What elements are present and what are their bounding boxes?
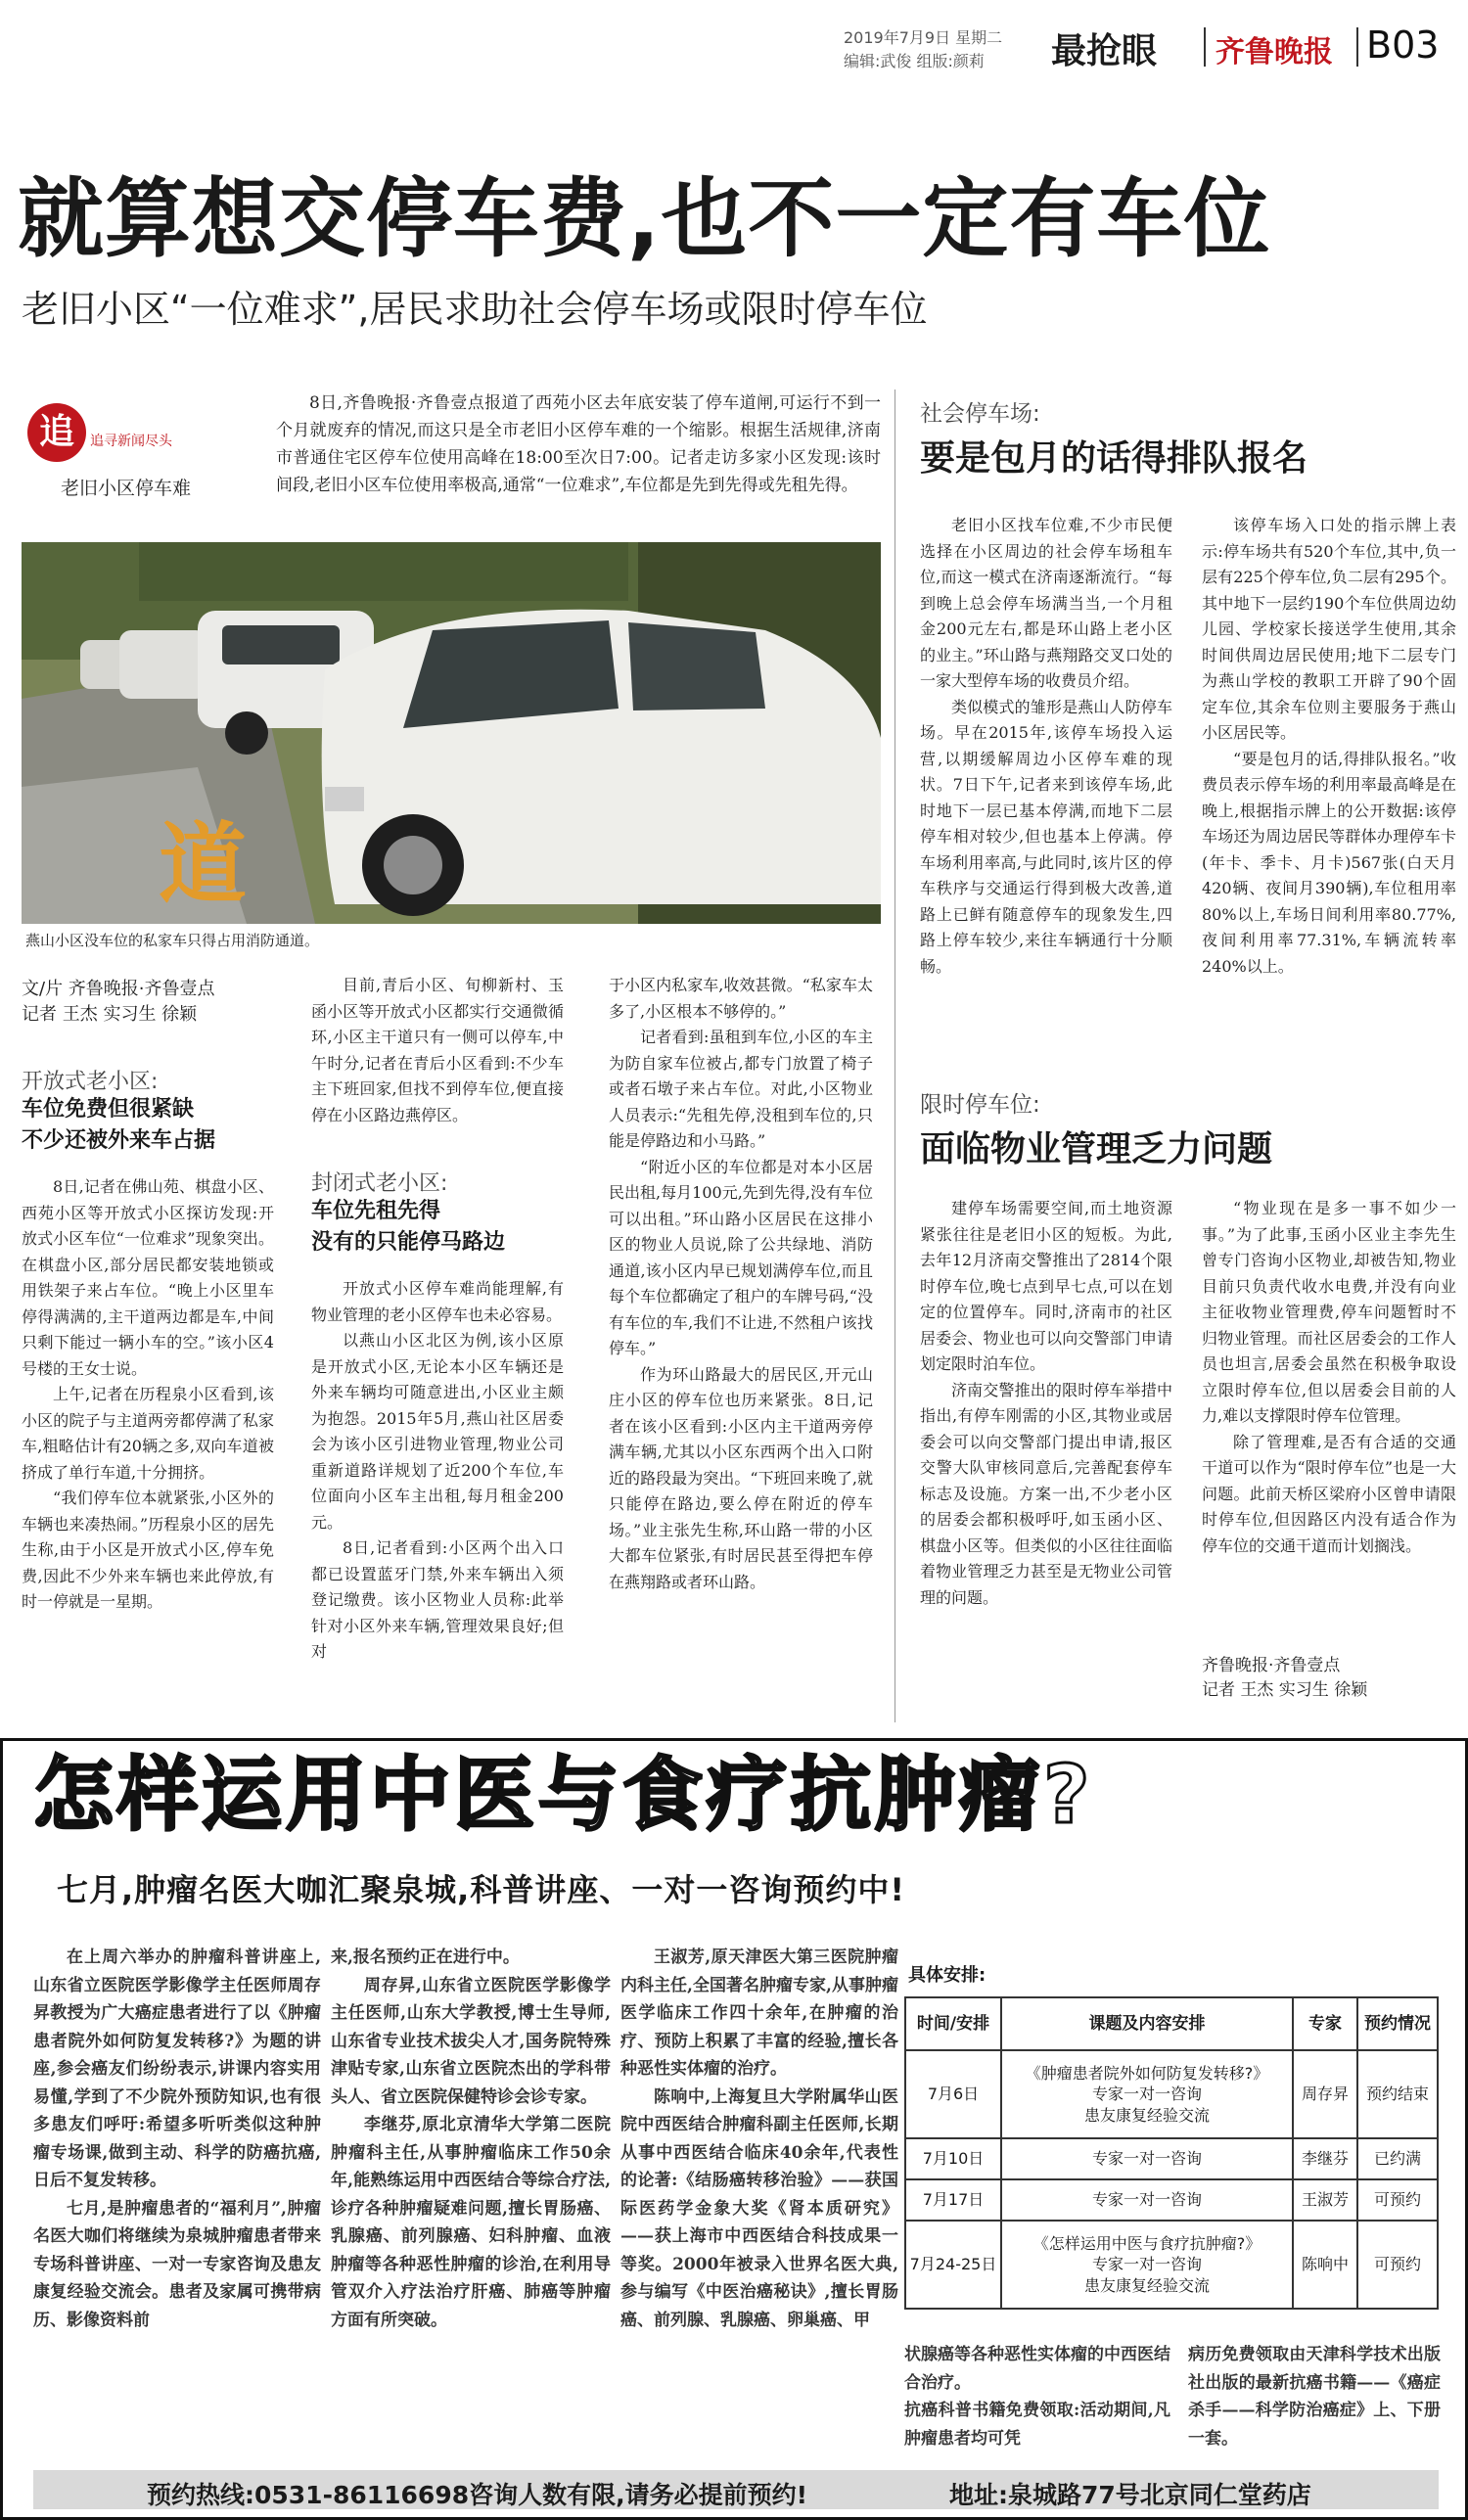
paragraph: 该停车场入口处的指示牌上表示:停车场共有520个车位,其中,负一层有225个停车位,负二层有295个。其中地下一层约190个车位供周边幼儿园、学校家长接送学生使用,其余时间供周边居民使用;地下二层专门为燕山学校的教职工开辟了90个固定车位,其余车位则主要服务于燕山小区居民等。 xyxy=(1202,516,1456,742)
schedule-date: 7月17日 xyxy=(905,2179,1001,2221)
schedule-table xyxy=(904,1996,1439,2310)
paragraph: 王淑芳,原天津医大第三医院肿瘤内科主任,全国著名肿瘤专家,从事肿瘤医学临床工作四十余年,在肿瘤的治疗、预防上积累了丰富的经验,擅长各种恶性实体瘤的治疗。 xyxy=(620,1947,898,2079)
ad-subhead: 七月,肿瘤名医大咖汇聚泉城,科普讲座、一对一咨询预约中! xyxy=(57,1871,905,1908)
series-logo-tagline: 追寻新闻尽头 xyxy=(90,434,172,449)
ad-column xyxy=(620,1944,898,2394)
schedule-expert: 李继芬 xyxy=(1293,2138,1357,2179)
paragraph: 病历免费领取由天津科学技术出版社出版的最新抗癌书籍——《癌症杀手——科学防治癌症》上、下册一套。 xyxy=(1188,2345,1441,2449)
article-byline-end: 齐鲁晚报·齐鲁壹点 记者 王杰 实习生 徐颖 xyxy=(1202,1656,1368,1700)
section-head-open: 车位免费但很紧缺 不少还被外来车占据 xyxy=(22,1097,216,1153)
schedule-title: 具体安排: xyxy=(908,1965,986,1986)
paragraph: 类似模式的雏形是燕山人防停车场。早在2015年,该停车场投入运营,以期缓解周边小区停车难的现状。7日下午,记者来到该停车场,此时地下一层已基本停满,而地下二层停车相对较少,但也基本上停满。停车场利用率高,与此同时,该片区的停车秩序与交通运行得到极大改善,道路上已鲜有随意停车的现象发生,四路上停车较少,来往车辆通行十分顺畅。 xyxy=(920,697,1172,976)
section-head-social: 要是包月的话得排队报名 xyxy=(920,438,1308,479)
schedule-row xyxy=(905,2050,1438,2138)
schedule-date: 7月6日 xyxy=(905,2050,1001,2138)
section-kicker-open: 开放式老小区: xyxy=(22,1070,159,1094)
schedule-header-cell: 时间/安排 xyxy=(905,1997,1001,2050)
masthead-divider xyxy=(1356,27,1358,67)
ad-column xyxy=(33,1944,321,2394)
article-column xyxy=(22,1174,274,1722)
schedule-content: 专家一对一咨询 xyxy=(1001,2138,1293,2179)
section-head-timed: 面临物业管理乏力问题 xyxy=(920,1129,1273,1169)
schedule-header-cell: 专家 xyxy=(1293,1997,1357,2050)
paragraph: 济南交警推出的限时停车举措中指出,有停车刚需的小区,其物业或居委会可以向交警部门提出申请,报区交警大队审核同意后,完善配套停车标志及设施。方案一出,不少老小区的居委会都积极呼吁,如玉函小区、棋盘小区等。但类似的小区往往面临着物业管理乏力甚至是无物业公司管理的问题。 xyxy=(920,1380,1172,1607)
schedule-content: 《肿瘤患者院外如何防复发转移?》 专家一对一咨询 患友康复经验交流 xyxy=(1001,2050,1293,2138)
ad-headline: 怎样运用中医与食疗抗肿瘤? xyxy=(33,1749,1094,1842)
schedule-content: 专家一对一咨询 xyxy=(1001,2179,1293,2221)
editor-credits: 编辑:武俊 组版:颜莉 xyxy=(844,52,985,70)
article-photo xyxy=(22,542,881,924)
article-byline: 文/片 齐鲁晚报·齐鲁壹点 记者 王杰 实习生 徐颖 xyxy=(22,979,215,1026)
paragraph: 除了管理难,是否有合适的交通干道可以作为“限时停车位”也是一大问题。此前天桥区梁府小区曾申请限时停车位,但因路区内没有适合作为停车位的交通干道而计划搁浅。 xyxy=(1202,1432,1456,1555)
paragraph: 上午,记者在历程泉小区看到,该小区的院子与主道两旁都停满了私家车,粗略估计有20辆之多,双向车道被挤成了单行车道,十分拥挤。 xyxy=(22,1385,274,1482)
schedule-header-cell: 课题及内容安排 xyxy=(1001,1997,1293,2050)
paragraph: 8日,记者看到:小区两个出入口都已设置蓝牙门禁,外来车辆出入须登记缴费。该小区物业人员称:此举针对小区外来车辆,管理效果良好;但对 xyxy=(311,1538,564,1661)
schedule-date: 7月10日 xyxy=(905,2138,1001,2179)
schedule-status: 可预约 xyxy=(1357,2179,1438,2221)
article-column xyxy=(311,973,564,1165)
paragraph: 在上周六举办的肿瘤科普讲座上,山东省立医院医学影像学主任医师周存昇教授为广大癌症患者进行了以《肿瘤患者院外如何防复发转移?》为题的讲座,参会癌友们纷纷表示,讲课内容实用易懂,学到了不少院外预防知识,也有很多患友们呼吁:希望多听听类似这种肿瘤专场课,做到主动、科学的防癌抗癌,日后不复发转移。 xyxy=(33,1947,321,2190)
paper-logo: 齐鲁晚报 xyxy=(1216,35,1333,69)
schedule-expert: 王淑芳 xyxy=(1293,2179,1357,2221)
schedule-content: 《怎样运用中医与食疗抗肿瘤?》 专家一对一咨询 患友康复经验交流 xyxy=(1001,2221,1293,2309)
paragraph: 记者看到:虽租到车位,小区的车主为防自家车位被占,都专门放置了椅子或者石墩子来占车位。对此,小区物业人员表示:“先租先停,没租到车位的,只能是停路边和小马路。” xyxy=(609,1028,873,1150)
paragraph: 目前,青后小区、旬柳新村、玉函小区等开放式小区都实行交通微循环,小区主干道只有一侧可以停车,中午时分,记者在青后小区看到:不少车主下班回家,但找不到停车位,便直接停在小区路边燕停区。 xyxy=(311,976,564,1124)
issue-date: 2019年7月9日 星期二 xyxy=(844,28,1003,47)
paragraph: 陈响中,上海复旦大学附属华山医院中西医结合肿瘤科副主任医师,长期从事中西医结合临床40余年,代表性的论著:《结肠癌转移治验》——获国际医药学金象大奖《肾本质研究》——获上海市中西医结合科技成果一等奖。2000年被录入世界名医大典,参与编写《中医治癌秘诀》,擅长胃肠癌、前列腺、乳腺癌、卵巢癌、甲 xyxy=(620,2086,898,2330)
paragraph: 七月,是肿瘤患者的“福利月”,肿瘤名医大咖们将继续为泉城肿瘤患者带来专场科普讲座、一对一专家咨询及患友康复经验交流会。患者及家属可携带病历、影像资料前 xyxy=(33,2198,321,2330)
section-head-closed: 车位先租先得 没有的只能停马路边 xyxy=(311,1199,506,1255)
schedule-row xyxy=(905,2138,1438,2179)
ad-address: 地址:泉城路77号北京同仁堂药店 xyxy=(949,2481,1311,2509)
ad-hotline: 预约热线:0531-86116698咨询人数有限,请务必提前预约! xyxy=(147,2481,808,2509)
schedule-status: 已约满 xyxy=(1357,2138,1438,2179)
road-marking: 道 xyxy=(159,813,247,916)
series-logo: 追 xyxy=(27,403,86,462)
schedule-header-row xyxy=(905,1997,1438,2050)
article-column xyxy=(920,1196,1172,1722)
paragraph: “物业现在是多一事不如少一事。”为了此事,玉函小区业主李先生曾专门咨询小区物业,却被告知,物业目前只负责代收水电费,并没有向业主征收物业管理费,停车问题暂时不归物业管理。而社区居委会的工作人员也坦言,居委会虽然在积极争取设立限时停车位,但以居委会目前的人力,难以支撑限时停车位管理。 xyxy=(1202,1199,1456,1425)
article-lede: 8日,齐鲁晚报·齐鲁壹点报道了西苑小区去年底安装了停车道闸,可运行不到一个月就废弃的情况,而这只是全市老旧小区停车难的一个缩影。根据生活规律,济南市普通住宅区停车位使用高峰在18:00至次日7:00。记者走访多家小区发现:该时间段,老旧小区车位使用率极高,通常“一位难求”,车位都是先到先得或先租先得。 xyxy=(276,393,881,495)
paragraph: 开放式小区停车难尚能理解,有物业管理的老小区停车也未必容易。 xyxy=(311,1279,564,1324)
paragraph: 作为环山路最大的居民区,开元山庄小区的停车位也历来紧张。8日,记者在该小区看到:小区内主干道两旁停满车辆,尤其以小区东西两个出入口附近的路段最为突出。“下班回来晚了,就只能停在路边,要么停在附近的停车场。”业主张先生称,环山路一带的小区大都车位紧张,有时居民甚至得把车停在燕翔路或者环山路。 xyxy=(609,1364,873,1591)
article-subhead: 老旧小区“一位难求”,居民求助社会停车场或限时停车位 xyxy=(22,288,928,331)
section-kicker-social: 社会停车场: xyxy=(920,401,1040,427)
section-kicker-closed: 封闭式老小区: xyxy=(311,1171,448,1196)
article-column xyxy=(609,973,873,1722)
paragraph: 建停车场需要空间,而土地资源紧张往往是老旧小区的短板。为此,去年12月济南交警推出了2814个限时停车位,晚七点到早七点,可以在划定的位置停车。同时,济南市的社区居委会、物业也可以向交警部门申请划定限时泊车位。 xyxy=(920,1199,1172,1373)
ad-column xyxy=(331,1944,611,2394)
article-column xyxy=(1202,1196,1456,1648)
paragraph: 状腺癌等各种恶性实体瘤的中西医结合治疗。 xyxy=(904,2345,1170,2393)
section-kicker-timed: 限时停车位: xyxy=(920,1092,1040,1118)
paragraph: 抗癌科普书籍免费领取:活动期间,凡肿瘤患者均可凭 xyxy=(904,2401,1170,2449)
ad-column xyxy=(1188,2341,1441,2458)
article-column xyxy=(1202,513,1456,1071)
paragraph: “要是包月的话,得排队报名。”收费员表示停车场的利用率最高峰是在晚上,根据指示牌上的公开数据:该停车场还为周边居民等群体办理停车卡(年卡、季卡、月卡)567张(白天月420辆、夜间月390辆),车位租用率80%以上,车场日间利用率80.77%,夜间利用率77.31%,车辆流转率240%以上。 xyxy=(1202,749,1456,976)
schedule-row xyxy=(905,2179,1438,2221)
schedule-status: 可预约 xyxy=(1357,2221,1438,2309)
paragraph: 8日,记者在佛山苑、棋盘小区、西苑小区等开放式小区探访发现:开放式小区车位“一位难求”现象突出。在棋盘小区,部分居民都安装地锁或用铁架子来占车位。“晚上小区里车停得满满的,主干道两边都是车,中间只剩下能过一辆小车的空。”该小区4号楼的王女士说。 xyxy=(22,1177,274,1378)
paragraph: 周存昇,山东省立医院医学影像学主任医师,山东大学教授,博士生导师,山东省专业技术拔尖人才,国务院特殊津贴专家,山东省立医院杰出的学科带头人、省立医院保健特诊会诊专家。 xyxy=(331,1975,611,2107)
schedule-expert: 陈响中 xyxy=(1293,2221,1357,2309)
section-name: 最抢眼 xyxy=(1051,31,1158,71)
paragraph: “我们停车位本就紧张,小区外的车辆也来凑热闹。”历程泉小区的居先生称,由于小区是开放式小区,停车免费,因此不少外来车辆也来此停放,有时一停就是一星期。 xyxy=(22,1489,274,1611)
article-column xyxy=(311,1276,564,1722)
paragraph: 以燕山小区北区为例,该小区原是开放式小区,无论本小区车辆还是外来车辆均可随意进出,小区业主颇为抱怨。2015年5月,燕山社区居委会为该小区引进物业管理,物业公司重新道路详规划了近200个车位,车位面向小区车主出租,每月租金200元。 xyxy=(311,1331,564,1532)
ad-column xyxy=(904,2341,1170,2458)
article-column xyxy=(920,513,1172,1071)
photo-caption: 燕山小区没车位的私家车只得占用消防通道。 xyxy=(25,932,320,949)
schedule-header-cell: 预约情况 xyxy=(1357,1997,1438,2050)
masthead-divider xyxy=(1204,27,1206,67)
schedule-status: 预约结束 xyxy=(1357,2050,1438,2138)
series-name: 老旧小区停车难 xyxy=(61,478,192,499)
schedule-expert: 周存昇 xyxy=(1293,2050,1357,2138)
paragraph: 李继芬,原北京清华大学第二医院肿瘤科主任,从事肿瘤临床工作50余年,能熟练运用中西医结合等综合疗法,诊疗各种肿瘤疑难问题,擅长胃肠癌、乳腺癌、前列腺癌、妇科肿瘤、血液肿瘤等各种恶性肿瘤的诊治,在利用导管双介入疗法治疗肝癌、肺癌等肿瘤方面有所突破。 xyxy=(331,2115,611,2330)
paragraph: 于小区内私家车,收效甚微。“私家车太多了,小区根本不够停的。” xyxy=(609,976,873,1021)
schedule-date: 7月24-25日 xyxy=(905,2221,1001,2309)
paragraph: 老旧小区找车位难,不少市民便选择在小区周边的社会停车场租车位,而这一模式在济南逐渐流行。“每到晚上总会停车场满当当,一个月租金200元左右,都是环山路上老小区的业主。”环山路与燕翔路交叉口处的一家大型停车场的收费员介绍。 xyxy=(920,516,1172,690)
schedule-row xyxy=(905,2221,1438,2309)
page-number: B03 xyxy=(1366,23,1440,67)
paragraph: 来,报名预约正在进行中。 xyxy=(331,1947,520,1967)
article-headline: 就算想交停车费,也不一定有车位 xyxy=(18,168,1271,269)
paragraph: “附近小区的车位都是对本小区居民出租,每月100元,先到先得,没有车位可以出租。”环山路小区居民在这排小区的物业人员说,除了公共绿地、消防通道,该小区内早已规划满停车位,而且每个车位都确定了租户的车牌号码,“没有车位的车,我们不让进,不然租户该找停车。” xyxy=(609,1157,873,1357)
